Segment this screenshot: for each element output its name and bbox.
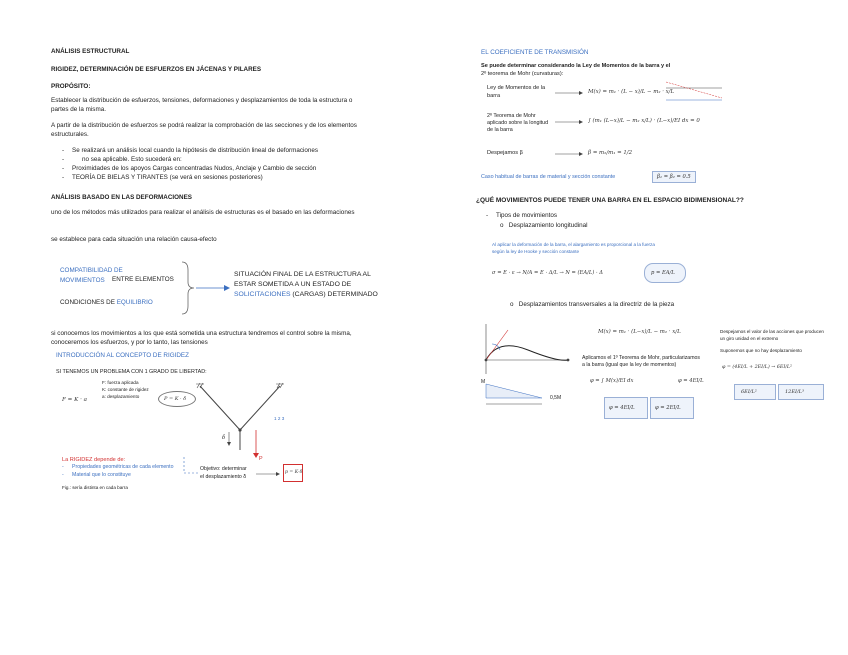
result-box-1-text: φ = 4EI/L <box>609 405 635 411</box>
row3-label: Despejamos β <box>487 150 523 156</box>
side-result-box-2 <box>778 384 824 400</box>
row2-label: 2º Teorema de Mohr aplicado sobre la longitud de la barra <box>487 113 549 133</box>
rigidez-item: - Propiedades geométricas de cada elemento <box>62 464 174 472</box>
objective-line2: el desplazamiento δ <box>200 474 247 480</box>
paragraph-movimientos: si conocemos los movimientos a los que está sometida una estructura tendremos el control sobre la misma, conoceremos los esfuerzos, y por lo tanto, las tensiones <box>51 330 352 346</box>
moment-diagram-mini <box>664 80 726 106</box>
side-note-2: un giro unidad en el extremo <box>720 336 779 341</box>
desp-long-text: Desplazamiento longitudinal <box>508 222 588 229</box>
load-label-p: P <box>259 456 263 462</box>
row1-formula: M(x) = m₁ · (L − x)/L − m₂ · x/L <box>588 89 675 95</box>
rigidez-item: - Material que lo constituye <box>62 472 174 480</box>
right-subtitle-2: 2º teorema de Mohr (curvaturas): <box>481 71 564 77</box>
node-labels-block <box>274 416 284 422</box>
paragraph-comprobacion: A partir de la distribución de esfuerzos se podrá realizar la comprobación de las secciones y de los elementos estructurales. <box>51 122 357 138</box>
moment-triangle-diagram <box>484 382 546 410</box>
long-note-1: Al aplicar la deformación de la barra, el alargamiento es proporcional a la fuerza <box>492 242 655 247</box>
row3-formula: β = m₂/m₁ = 1/2 <box>588 150 633 156</box>
side-result-box-1 <box>734 384 776 400</box>
long-formula: σ = E · ε → N/A = E · Δ/L → N = (EA/L) · Δ <box>492 270 603 276</box>
heading-proposito: PROPÓSITO: <box>51 83 91 90</box>
circled-formula <box>158 391 196 407</box>
rigidez-title: La RIGIDEZ depende de: <box>62 457 126 463</box>
analysis-bullet-list <box>62 146 318 182</box>
final-line1: SITUACIÓN FINAL DE LA ESTRUCTURA AL <box>234 271 371 278</box>
frame-structure-drawing <box>196 378 306 466</box>
moment-05m-label: 0,5M <box>550 395 562 401</box>
trans-note-1: Aplicamos el 1º Teorema de Mohr, particularizamos <box>582 355 700 361</box>
paragraph-metodos: uno de los métodos más utilizados para realizar el análisis de estructuras es el basado en las deformaciones <box>51 209 355 216</box>
note-line: F: fuerza aplicada <box>102 380 139 385</box>
row2-formula: ∫ (m₁ (L−x)/L − m₂ x/L) · (L−x)/EI dx = 0 <box>588 118 700 124</box>
delta-label: δ <box>222 435 226 441</box>
bullet-item: - Proximidades de los apoyos Cargas concentradas Nudos, Anclaje y Cambio de sección <box>62 164 318 173</box>
heading-deformaciones: ANÁLISIS BASADO EN LAS DEFORMACIONES <box>51 194 192 201</box>
beam-deflection-drawing <box>478 320 574 378</box>
result-box-2-text: φ = 2EI/L <box>655 405 681 411</box>
bullet-item: - Se realizará un análisis local cuando la hipótesis de distribución lineal de deformaciones <box>62 146 318 155</box>
objective-arrow <box>256 470 282 478</box>
label-condiciones <box>60 299 153 308</box>
dashed-connector <box>180 455 200 495</box>
side-note-1: Despejamos el valor de las acciones que producen <box>720 329 824 334</box>
rigidez-note: Fig.: sería distinta en cada barra <box>62 485 128 490</box>
moment-m-label: M <box>481 379 486 385</box>
result-box-2 <box>650 397 694 419</box>
rigidez-list <box>62 464 174 479</box>
intro-rigidez-title: INTRODUCCIÓN AL CONCEPTO DE RIGIDEZ <box>56 352 189 359</box>
side-formula: φ = (4EI/L + 2EI/L) → 6EI/L² <box>722 365 792 370</box>
caso-box-text: β₁ = β₂ = 0.5 <box>657 174 691 180</box>
row1-arrow <box>555 89 585 97</box>
equil-colored: EQUILIBRIO <box>116 299 153 306</box>
trans-eq-2: φ = 4EI/L <box>678 378 704 384</box>
caso-habitual-text: Caso habitual de barras de material y sección constante <box>481 174 616 180</box>
trans-note-2: a la barra (igual que la ley de momentos) <box>582 362 677 368</box>
long-box-text: p = EA/L <box>651 270 675 276</box>
side-note-3: Suponemos que no hay desplazamiento <box>720 348 802 353</box>
row1-label: Ley de Momentos de la barra <box>487 85 546 99</box>
heading-rigidez: RIGIDEZ, DETERMINACIÓN DE ESFUERZOS EN JÁCENAS Y PILARES <box>51 66 262 73</box>
side-box-2-text: 12EI/L³ <box>785 389 804 395</box>
note-line: a: desplazamiento <box>102 394 140 399</box>
node-label: 3 <box>281 416 285 421</box>
compat-colored: COMPATIBILIDAD DE MOVIMIENTOS <box>60 267 123 284</box>
brace-arrow-graphic <box>180 260 240 316</box>
tipos-item: - Tipos de movimientos <box>486 211 557 220</box>
objective-box <box>283 464 303 482</box>
row3-arrow <box>555 150 585 158</box>
desp-trans-text: Desplazamientos transversales a la directriz de la pieza <box>518 301 675 308</box>
desp-transversal: o Desplazamientos transversales a la directriz de la pieza <box>510 301 675 308</box>
paragraph-causa-efecto: se establece para cada situación una relación causa-efecto <box>51 236 217 243</box>
node-label: 2 <box>277 416 281 421</box>
right-subtitle-1: Se puede determinar considerando la Ley de Momentos de la barra y el <box>481 63 671 69</box>
long-formula-box <box>644 263 686 283</box>
question-movimientos: ¿QUÉ MOVIMIENTOS PUEDE TENER UNA BARRA EN EL ESPACIO BIDIMENSIONAL?? <box>476 197 744 204</box>
row2-arrow <box>555 118 585 126</box>
trans-eq-1: φ = ∫ M(x)/EI dx <box>590 378 634 384</box>
objective-box-text: p = K·δ <box>285 470 303 475</box>
bullet-item: - TEORÍA DE BIELAS Y TIRANTES (se verá en sesiones posteriores) <box>62 173 318 182</box>
equil-plain: CONDICIONES DE <box>60 299 115 306</box>
final-line3 <box>234 291 378 300</box>
heading-analisis-estructural: ANÁLISIS ESTRUCTURAL <box>51 48 130 55</box>
note-line: K: constante de rigidez <box>102 387 149 392</box>
final-rest: (CARGAS) DETERMINADO <box>292 291 378 298</box>
right-title-transmision: EL COEFICIENTE DE TRANSMISIÓN <box>481 49 589 56</box>
long-note-2: según la ley de Hooke y sección constante <box>492 249 580 254</box>
side-box-1-text: 6EI/L² <box>741 389 757 395</box>
trans-formula: M(x) = m₁ · (L−x)/L − m₂ · x/L <box>598 329 681 335</box>
desp-longitudinal: o Desplazamiento longitudinal <box>500 222 588 229</box>
node-label: 1 <box>274 416 277 421</box>
caso-habitual-box <box>652 171 696 183</box>
result-box-1 <box>604 397 648 419</box>
circled-formula-text: P = K · δ <box>164 396 187 402</box>
final-line2: ESTAR SOMETIDA A UN ESTADO DE <box>234 281 352 288</box>
bullet-item: - no sea aplicable. Esto sucederá en: <box>62 155 318 164</box>
paragraph-purpose: Establecer la distribución de esfuerzos, tensiones, deformaciones y desplazamientos de toda la estructura o partes de la misma. <box>51 97 353 113</box>
formula-fk: F = K · a <box>62 397 87 403</box>
tipos-list <box>486 211 557 220</box>
objective-line1: Objetivo: determinar <box>200 466 247 472</box>
intro-rigidez-subtitle: SI TENEMOS UN PROBLEMA CON 1 GRADO DE LIBERTAD: <box>56 369 207 375</box>
final-colored: SOLICITACIONES <box>234 291 291 298</box>
label-entre-elementos: ENTRE ELEMENTOS <box>112 276 174 283</box>
